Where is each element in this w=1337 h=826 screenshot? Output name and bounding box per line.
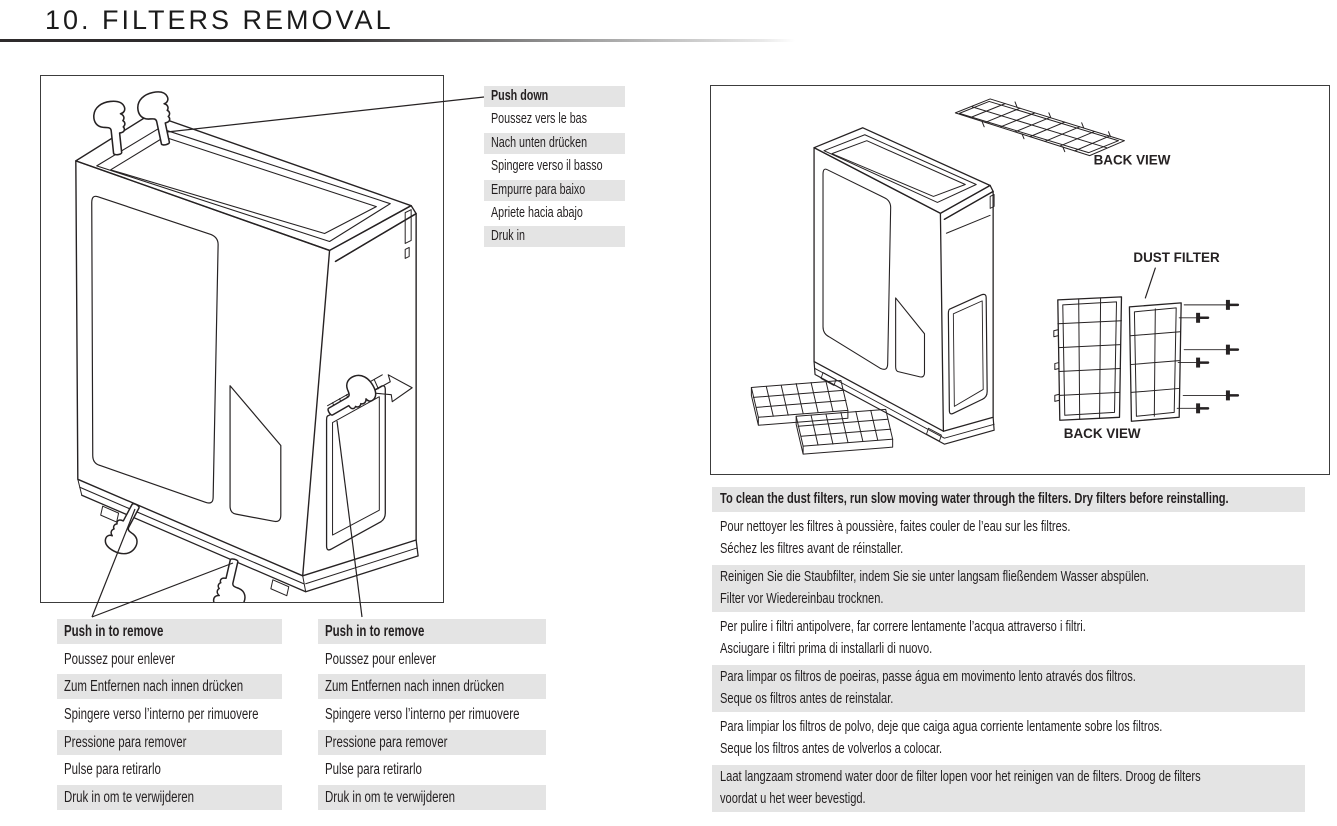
top-filter-panel-drawing [955, 99, 1124, 156]
pointing-hand-icon [320, 370, 380, 422]
translation-row: Poussez pour enlever [64, 650, 175, 668]
translation-row: Laat langzaam stromend water door de filter lopen voor het reinigen van de filters. Droog de filters voordat u het weer bevestigd. [712, 765, 1305, 812]
translation-row: Empurre para baixo [484, 180, 625, 201]
pc-case-exploded-diagram [711, 86, 1329, 474]
dust-filter-panel-drawing [1129, 303, 1181, 421]
title-divider-rule [0, 39, 795, 42]
translation-row: Pour nettoyer les filtres à poussière, faites couler de l’eau sur les filtres. Séchez les filtres avant de réinstaller. [720, 517, 1071, 557]
translation-row: Per pulire i filtri antipolvere, far correre lentamente l’acqua attraverso i filtri. Asciugare i filtri prima di installarli di nuovo. [720, 617, 1086, 657]
dust-filter-leader-line [1145, 268, 1155, 298]
translation-row: Reinigen Sie die Staubfilter, indem Sie sie unter langsam fließendem Wasser abspülen. Filter vor Wiedereinbau trocknen. [712, 565, 1305, 612]
pointing-hand-icon [92, 100, 129, 157]
back-view-top-label: BACK VIEW [1093, 152, 1171, 168]
back-view-bottom-label: BACK VIEW [1063, 426, 1141, 442]
front-door-panel-drawing [1054, 297, 1122, 420]
translation-row: Druk in om te verwijderen [318, 785, 546, 810]
translation-row: Zum Entfernen nach innen drücken [318, 674, 546, 699]
translation-row: To clean the dust filters, run slow moving water through the filters. Dry filters before reinstalling. [712, 487, 1305, 512]
cleaning-instructions-list [712, 487, 1305, 815]
translation-row: Para limpar os filtros de poeiras, passe água em movimento lento através dos filtros. Seque os filtros antes de reinstalar. [712, 665, 1305, 712]
push-pin-icons [1177, 300, 1238, 413]
translation-row: Push in to remove [318, 619, 546, 644]
push-down-callout [484, 86, 625, 250]
dust-filter-label: DUST FILTER [1133, 250, 1220, 266]
push-in-callout-bottom-filter [57, 619, 282, 813]
translation-row: Pressione para remover [57, 730, 282, 755]
pc-case-push-diagram [41, 76, 443, 602]
translation-row: Druk in [484, 226, 625, 247]
translation-row: Nach unten drücken [484, 133, 625, 154]
translation-row: Poussez pour enlever [325, 650, 436, 668]
translation-row: Pulse para retirarlo [64, 761, 161, 779]
translation-row: Druk in om te verwijderen [57, 785, 282, 810]
translation-row: Push down [484, 86, 625, 107]
filters-removal-diagram-box [40, 75, 444, 603]
bottom-filter-panels-drawing [751, 380, 892, 454]
translation-row: Spingere verso il basso [491, 158, 603, 175]
pointing-hand-icon [212, 557, 253, 602]
filters-exploded-diagram-box [710, 85, 1330, 475]
translation-row: Spingere verso l’interno per rimuovere [325, 706, 520, 724]
translation-row: Pulse para retirarlo [325, 761, 422, 779]
translation-row: Zum Entfernen nach innen drücken [57, 674, 282, 699]
translation-row: Poussez vers le bas [491, 111, 588, 128]
translation-row: Pressione para remover [318, 730, 546, 755]
translation-row: Para limpiar los filtros de polvo, deje que caiga agua corriente lentamente sobre los filtros. Seque los filtros antes de volverlos a colocar. [720, 717, 1163, 757]
push-in-callout-front-filter [318, 619, 546, 813]
page-title: 10. FILTERS REMOVAL [45, 5, 394, 35]
translation-row: Push in to remove [57, 619, 282, 644]
translation-row: Apriete hacia abajo [491, 204, 583, 221]
translation-row: Spingere verso l’interno per rimuovere [64, 706, 259, 724]
